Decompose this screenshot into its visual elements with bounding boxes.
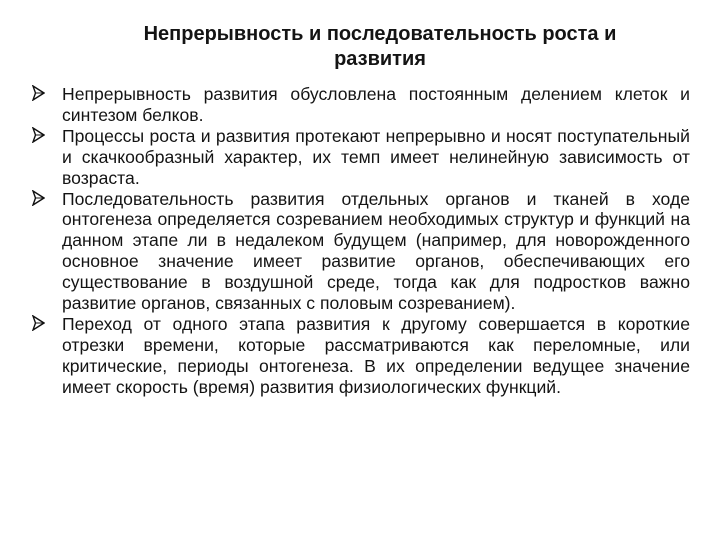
arrowhead-bullet-icon xyxy=(32,127,45,143)
slide-title-line-1: Непрерывность и последовательность роста и xyxy=(143,23,617,45)
bullet-text-2: Процессы роста и развития протекают непрерывно и носят поступательный и скачкообразный характер, их темп имеет нелинейную зависимость от возраста. xyxy=(62,125,690,188)
bullet-item-3 xyxy=(32,189,690,314)
bullet-text-1: Непрерывность развития обусловлена постоянным делением клеток и синтезом белков. xyxy=(62,84,690,125)
slide-title xyxy=(40,22,720,72)
slide-title-line-2: развития xyxy=(334,48,426,70)
arrowhead-bullet-icon xyxy=(32,315,45,331)
bullet-text-4: Переход от одного этапа развития к другому совершается в короткие отрезки времени, которые рассматриваются как переломные, или критические, периоды онтогенеза. В их определении ведущее значение имеет скорость (время) развития физиологических функций. xyxy=(62,313,690,397)
bullet-list xyxy=(32,84,690,398)
bullet-item-2 xyxy=(32,126,690,189)
arrowhead-bullet-icon xyxy=(32,190,45,206)
bullet-item-4 xyxy=(32,314,690,398)
arrowhead-bullet-icon xyxy=(32,85,45,101)
bullet-item-1 xyxy=(32,84,690,126)
bullet-text-3: Последовательность развития отдельных органов и тканей в ходе онтогенеза определяется созреванием необходимых структур и функций на данном этапе ли в недалеком будущем (например, для новорожденного основное значение имеет развитие органов, обеспечивающих его существование в воздушной среде, тогда как для подростков важно развитие органов, связанных с половым созреванием). xyxy=(62,188,690,314)
